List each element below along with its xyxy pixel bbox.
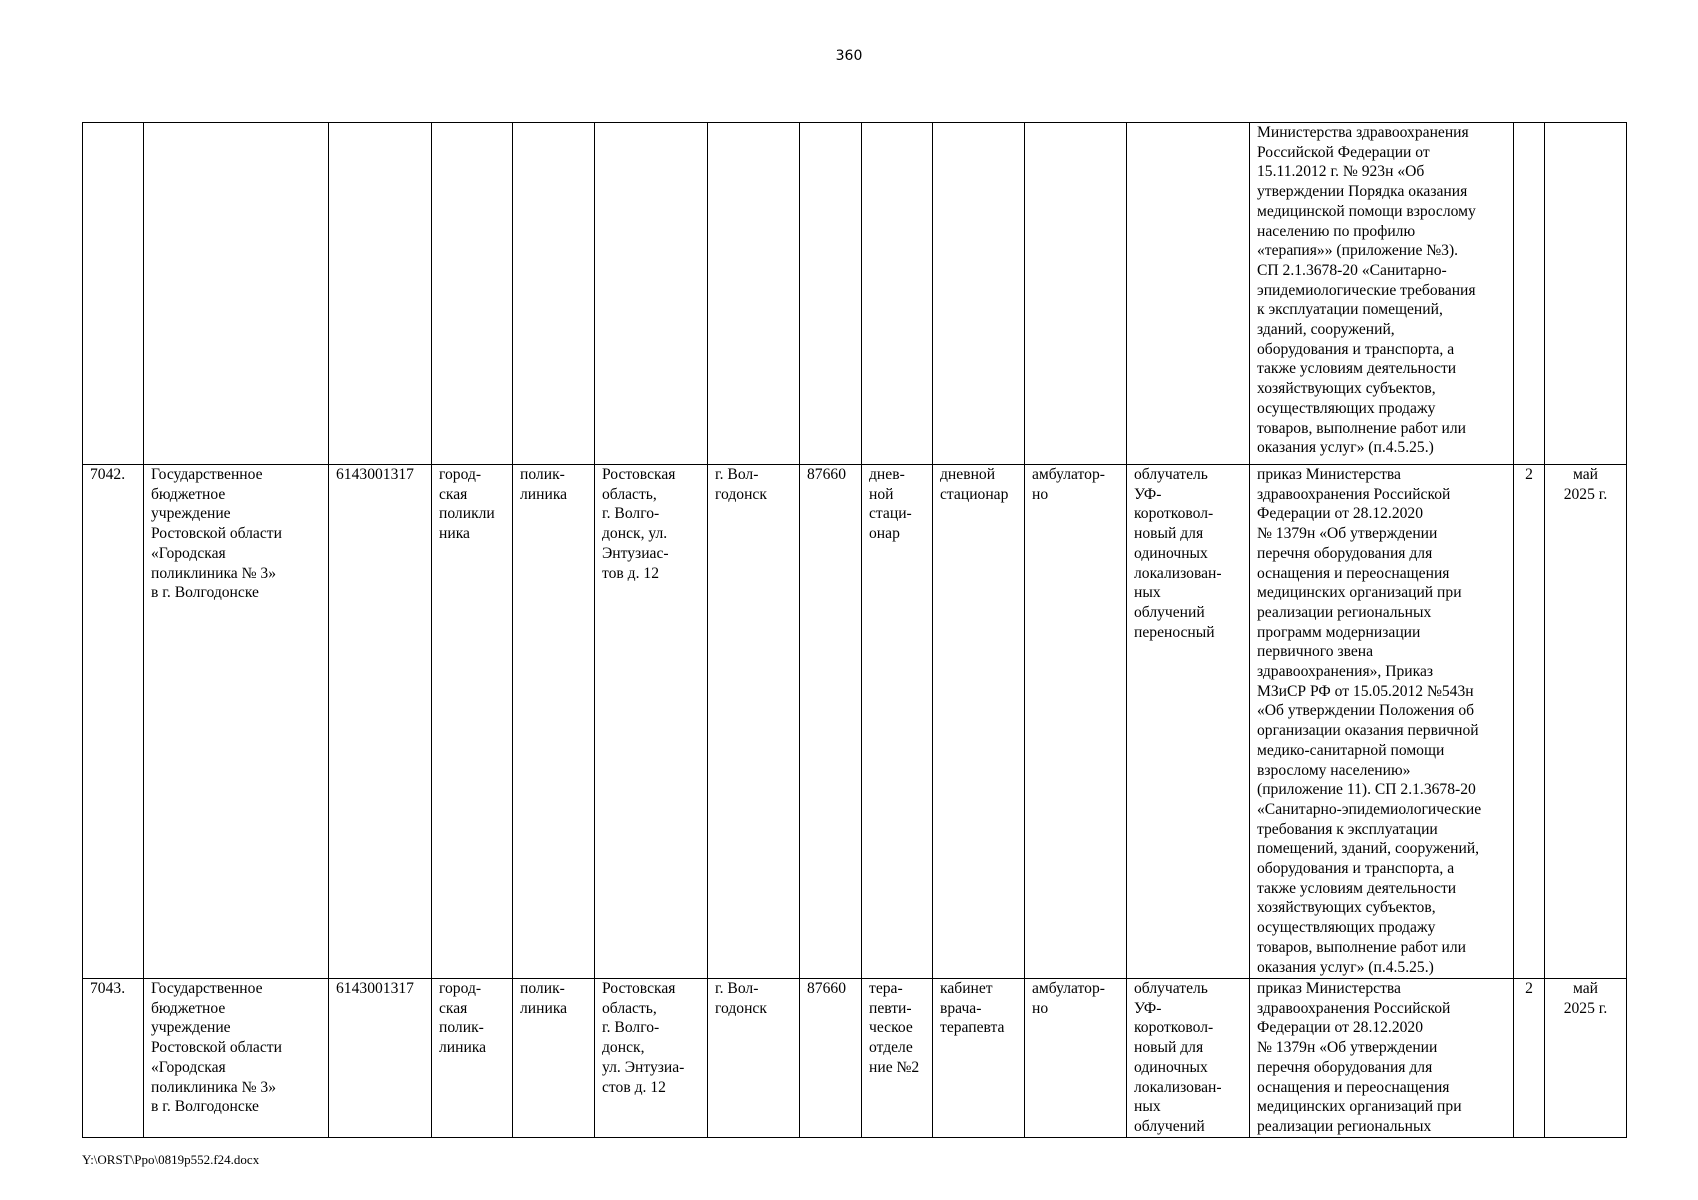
cell-city: г. Вол- годонск <box>708 465 800 979</box>
cell-org-type <box>432 123 513 465</box>
cell-city: г. Вол- годонск <box>708 979 800 1138</box>
cell-quantity <box>1514 123 1545 465</box>
cell-org-type: город- ская полик- линика <box>432 979 513 1138</box>
cell-regulation: Министерства здравоохранения Российской Федерации от 15.11.2012 г. № 923н «Об утверждении Порядка оказания медицинской помощи взрослому населению по профилю «терапия»» (приложение №3). СП 2.1.3678-20 «Санитарно- эпидемиологические требования к эксплуатации помещений, зданий, сооружений, оборудования и транспорта, а также условиям деятельности хозяйствующих субъектов, осуществляющих продажу товаров, выполнение работ или оказания услуг» (п.4.5.25.) <box>1250 123 1514 465</box>
cell-organization: Государственное бюджетное учреждение Ростовской области «Городская поликлиника № 3» в г. Волгодонске <box>144 465 329 979</box>
cell-equipment: облучатель УФ- коротковол- новый для одиночных локализован- ных облучений <box>1127 979 1250 1138</box>
cell-date: май 2025 г. <box>1545 979 1627 1138</box>
cell-address <box>595 123 708 465</box>
cell-department: тера- певти- ческое отделе ние №2 <box>862 979 933 1138</box>
table-row <box>83 979 1627 1138</box>
cell-care-mode: амбулатор- но <box>1025 979 1127 1138</box>
cell-number: 7043. <box>83 979 144 1138</box>
cell-quantity: 2 <box>1514 979 1545 1138</box>
cell-org-type: город- ская поликли ника <box>432 465 513 979</box>
cell-equipment <box>1127 123 1250 465</box>
cell-inn: 6143001317 <box>329 465 432 979</box>
cell-department <box>862 123 933 465</box>
page-number: 360 <box>835 48 863 64</box>
cell-code: 87660 <box>800 465 862 979</box>
cell-facility-type: полик- линика <box>513 979 595 1138</box>
cell-inn: 6143001317 <box>329 979 432 1138</box>
cell-care-mode: амбулатор- но <box>1025 465 1127 979</box>
cell-unit <box>933 123 1025 465</box>
cell-regulation: приказ Министерства здравоохранения Российской Федерации от 28.12.2020 № 1379н «Об утверждении перечня оборудования для оснащения и переоснащения медицинских организаций при реализации региональных <box>1250 979 1514 1138</box>
cell-organization: Государственное бюджетное учреждение Ростовской области «Городская поликлиника № 3» в г. Волгодонске <box>144 979 329 1138</box>
footer-file-path: Y:\ORST\Ppo\0819p552.f24.docx <box>82 1152 260 1167</box>
cell-facility-type <box>513 123 595 465</box>
cell-unit: дневной стационар <box>933 465 1025 979</box>
cell-inn <box>329 123 432 465</box>
cell-city <box>708 123 800 465</box>
cell-unit: кабинет врача- терапевта <box>933 979 1025 1138</box>
cell-quantity: 2 <box>1514 465 1545 979</box>
table-row <box>83 465 1627 979</box>
cell-regulation: приказ Министерства здравоохранения Российской Федерации от 28.12.2020 № 1379н «Об утверждении перечня оборудования для оснащения и переоснащения медицинских организаций при реализации региональных программ модернизации первичного звена здравоохранения», Приказ МЗиСР РФ от 15.05.2012 №543н «Об утверждении Положения об организации оказания первичной медико-санитарной помощи взрослому населению» (приложение 11). СП 2.1.3678-20 «Санитарно-эпидемиологические требования к эксплуатации помещений, зданий, сооружений, оборудования и транспорта, а также условиям деятельности хозяйствующих субъектов, осуществляющих продажу товаров, выполнение работ или оказания услуг» (п.4.5.25.) <box>1250 465 1514 979</box>
cell-address: Ростовская область, г. Волго- донск, ул. Энтузиас- тов д. 12 <box>595 465 708 979</box>
cell-date <box>1545 123 1627 465</box>
cell-code <box>800 123 862 465</box>
table-row-continuation <box>83 123 1627 465</box>
cell-care-mode <box>1025 123 1127 465</box>
cell-department: днев- ной стаци- онар <box>862 465 933 979</box>
cell-code: 87660 <box>800 979 862 1138</box>
cell-number <box>83 123 144 465</box>
cell-address: Ростовская область, г. Волго- донск, ул. Энтузиа- стов д. 12 <box>595 979 708 1138</box>
cell-date: май 2025 г. <box>1545 465 1627 979</box>
cell-equipment: облучатель УФ- коротковол- новый для одиночных локализован- ных облучений переносный <box>1127 465 1250 979</box>
cell-organization <box>144 123 329 465</box>
cell-number: 7042. <box>83 465 144 979</box>
cell-facility-type: полик- линика <box>513 465 595 979</box>
equipment-registry-table <box>82 122 1627 1138</box>
